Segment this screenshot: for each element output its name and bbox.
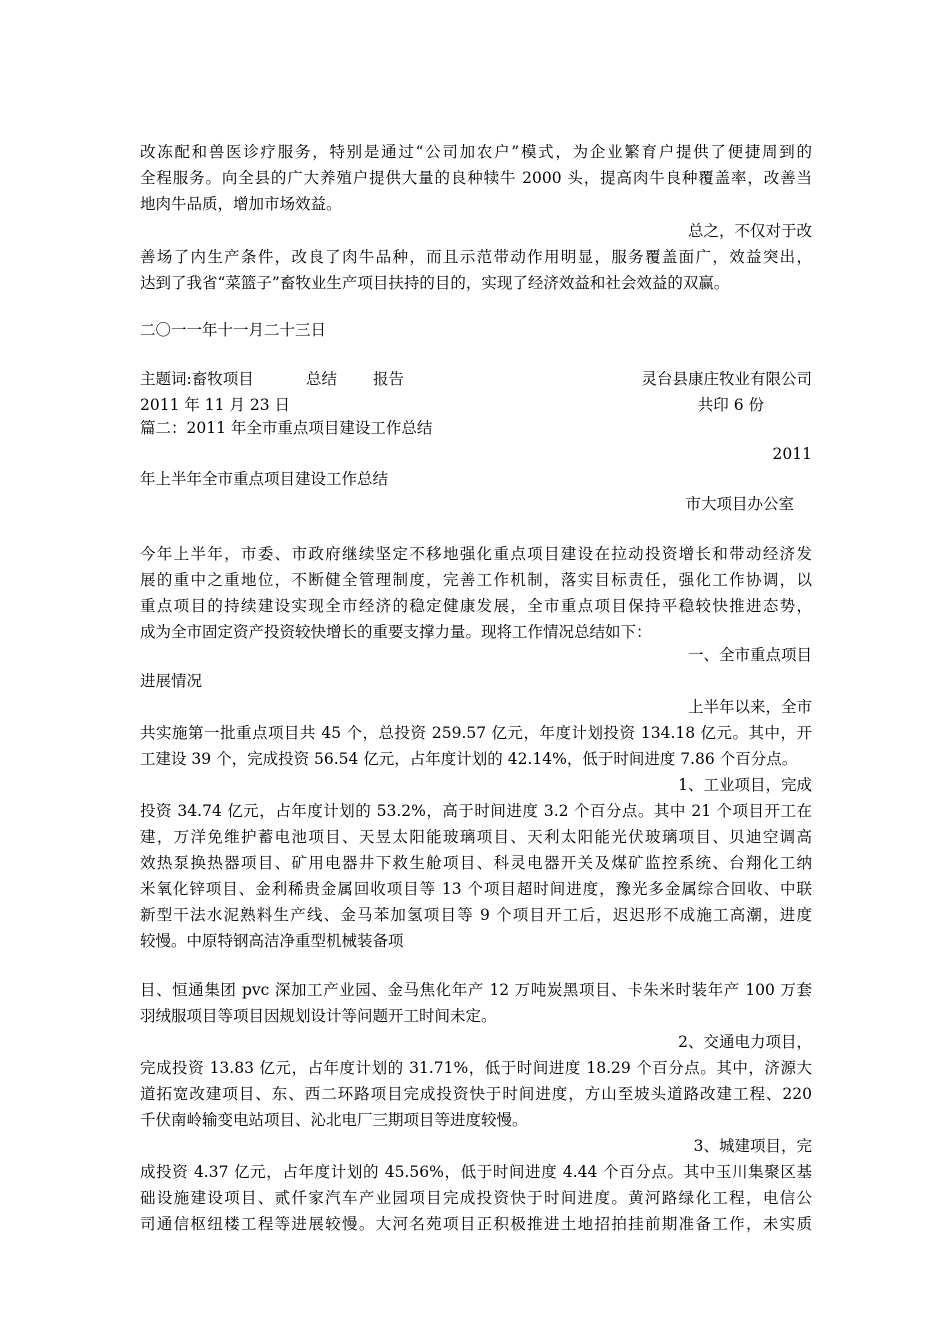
text-line: 新型干法水泥熟料生产线、金马苯加氢项目等 9 个项目开工后，迟迟形不成施工高潮，进度 [140,906,812,924]
date-line: 二〇一一年十一月二十三日 [140,321,327,339]
text-line: 千伏南岭输变电站项目、沁北电厂三期项目等进度较慢。 [140,1111,528,1129]
text-line: 达到了我省“菜篮子”畜牧业生产项目扶持的目的，实现了经济效益和社会效益的双赢。 [140,274,730,292]
text-line: 1、工业项目，完成 [678,776,812,794]
text-line: 3、城建项目，完 [693,1137,812,1155]
text-line: 工建设 39 个，完成投资 56.54 亿元，占年度计划的 42.14%，低于时间进度 7.86 个百分点。 [140,750,798,768]
text-line: 成为全市固定资产投资较快增长的重要支撑力量。现将工作情况总结如下： [140,623,652,641]
text-line: 司通信枢纽楼工程等进展较慢。大河名苑项目正积极推进土地招拍挂前期准备工作，未实质 [140,1215,812,1233]
text-line: 成投资 4.37 亿元，占年度计划的 45.56%，低于时间进度 4.44 个百分点。其中玉川集聚区基 [140,1163,812,1181]
text-line: 建，万洋免维护蓄电池项目、天昱太阳能玻璃项目、天利太阳能光伏玻璃项目、贝迪空调高 [140,828,812,846]
text-line: 共实施第一批重点项目共 45 个，总投资 259.57 亿元，年度计划投资 134.18 亿元。其中，开 [140,724,812,742]
text-line: 羽绒服项目等项目因规划设计等问题开工时间未定。 [140,1007,497,1025]
text-line: 米氧化锌项目、金利稀贵金属回收项目等 13 个项目超时间进度，豫光多金属综合回收、中联 [140,880,812,898]
company-name: 灵台县康庄牧业有限公司 [641,370,812,388]
text-line: 较慢。中原特钢高洁净重型机械装备项 [140,932,404,950]
author-line: 市大项目办公室 [685,495,794,513]
keywords-label: 主题词:畜牧项目 [140,370,254,388]
text-line: 效热泵换热器项目、矿用电器井下救生舱项目、科灵电器开关及煤矿监控系统、台翔化工纳 [140,854,812,872]
keyword: 报告 [373,370,405,388]
section-heading: 一、全市重点项目 [687,646,812,664]
text-line: 2011 [772,445,812,463]
text-line: 全程服务。向全县的广大养殖户提供大量的良种犊牛 2000 头，提高肉牛良种覆盖率，改善当 [140,169,812,187]
text-line: 善场了内生产条件，改良了肉牛品种，而且示范带动作用明显，服务覆盖面广，效益突出， [140,248,812,266]
text-line: 2、交通电力项目， [678,1033,812,1051]
text-line: 今年上半年，市委、市政府继续坚定不移地强化重点项目建设在拉动投资增长和带动经济发 [140,545,812,563]
copies-count: 共印 6 份 [697,396,764,414]
section-heading: 进展情况 [140,672,203,690]
text-line: 地肉牛品质，增加市场效益。 [140,195,342,213]
text-line: 投资 34.74 亿元，占年度计划的 53.2%，高于时间进度 3.2 个百分点。其中 21 个项目开工在 [140,802,812,820]
text-line: 目、恒通集团 pvc 深加工产业园、金马焦化年产 12 万吨炭黑项目、卡朱米时装年产 100 万套 [140,981,812,999]
text-line: 总之，不仅对于改 [687,222,812,240]
text-line: 改冻配和兽医诊疗服务，特别是通过“公司加农户”模式，为企业繁育户提供了便捷周到的 [140,143,812,161]
text-line: 展的重中之重地位，不断健全管理制度，完善工作机制，落实目标责任，强化工作协调，以 [140,571,812,589]
text-line: 重点项目的持续建设实现全市经济的稳定健康发展，全市重点项目保持平稳较快推进态势， [140,597,812,615]
text-line: 道拓宽改建项目、东、西二环路项目完成投资快于时间进度，方山至坡头道路改建工程、220 [140,1085,812,1103]
issue-date: 2011 年 11 月 23 日 [140,396,291,414]
text-line: 上半年以来，全市 [687,698,812,716]
text-line: 础设施建设项目、贰仟家汽车产业园项目完成投资快于时间进度。黄河路绿化工程，电信公 [140,1189,812,1207]
text-line: 完成投资 13.83 亿元，占年度计划的 31.71%，低于时间进度 18.29 个百分点。其中，济源大 [140,1059,812,1077]
article-heading: 篇二：2011 年全市重点项目建设工作总结 [140,419,433,437]
keyword: 总结 [306,370,338,388]
keywords-line [140,366,812,392]
article-title: 年上半年全市重点项目建设工作总结 [140,470,389,488]
